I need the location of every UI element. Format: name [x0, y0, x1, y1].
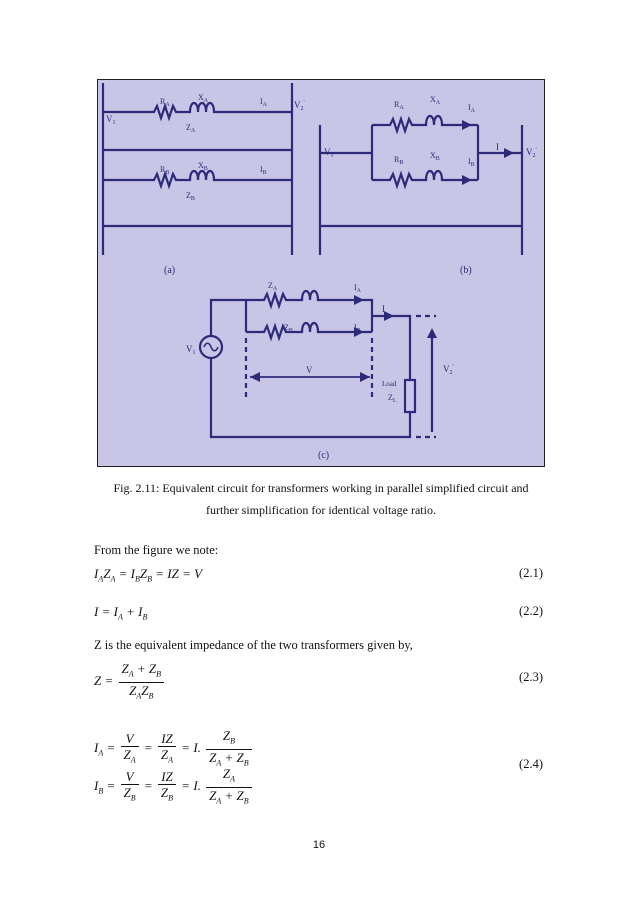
- equation-2-1: $I_AZ_A = I_BZ_B$ = IZ = V: [94, 566, 203, 584]
- c-v2-label: $V_2'$: [443, 364, 454, 376]
- c-zl-label: $Z_L$: [388, 393, 397, 404]
- figure-label-a: (a): [164, 265, 176, 276]
- equation-number-2-2: (2.2): [519, 604, 543, 618]
- circuit-figure: [97, 79, 545, 467]
- impedance-text: Z is the equivalent impedance of the two transformers given by,: [94, 638, 413, 652]
- page-number: 16: [312, 839, 326, 851]
- b-i-label: I: [496, 142, 499, 152]
- c-ib-label: $I_B$: [354, 323, 361, 334]
- b-ia-label: $I_A$: [468, 103, 476, 114]
- caption-line-1: Fig. 2.11: Equivalent circuit for transformers working in parallel simplified circuit and: [113, 481, 529, 495]
- a-rb-label: $R_B$: [160, 165, 170, 176]
- equation-number-2-3: (2.3): [519, 670, 543, 684]
- equation-2-3: Z = $\frac{Z_A + Z_B}{Z_AZ_B}$: [94, 661, 166, 703]
- a-ra-label: $R_A$: [160, 97, 170, 108]
- b-xb-label: $X_B$: [430, 151, 440, 162]
- a-za-label: $Z_A$: [186, 123, 196, 134]
- b-xa-label: $X_A$: [430, 95, 441, 106]
- figure-label-b: (b): [460, 265, 472, 276]
- a-ib-label: $I_B$: [260, 165, 267, 176]
- a-v2-label: $V_2'$: [294, 100, 305, 112]
- b-rb-label: $R_B$: [394, 155, 404, 166]
- circuit-b: [320, 95, 537, 276]
- equation-number-2-1: (2.1): [519, 566, 543, 580]
- c-ia-label: $I_A$: [354, 283, 362, 294]
- caption-line-2: further simplification for identical voltage ratio.: [206, 503, 436, 517]
- b-v2-label: $V_2'$: [526, 147, 537, 159]
- note-text: From the figure we note:: [94, 543, 219, 557]
- c-zb-label: $Z_B$: [284, 323, 293, 334]
- a-xb-label: $X_B$: [198, 161, 208, 172]
- equation-2-4a: $I_A$ = $\frac{V}{Z_A}$ = $\frac{IZ}{Z_A}$ = I. $\frac{Z_B}{Z_A + Z_B}$: [94, 728, 254, 770]
- circuit-diagram: [98, 80, 544, 466]
- figure-caption: [97, 477, 545, 521]
- equation-2-4b: $I_B$ = $\frac{V}{Z_B}$ = $\frac{IZ}{Z_B}$ = I. $\frac{Z_A}{Z_A + Z_B}$: [94, 766, 254, 808]
- equation-2-2: $I = I_A + I_B$: [94, 604, 148, 622]
- a-v1-label: $V_1$: [106, 114, 116, 126]
- equation-number-2-4: (2.4): [519, 757, 543, 771]
- c-i-label: I: [382, 304, 385, 314]
- a-zb-label: $Z_B$: [186, 191, 195, 202]
- c-load-label: Load: [382, 380, 397, 388]
- c-v1-label: $V_1$: [186, 344, 196, 356]
- c-v-label: V: [306, 365, 313, 375]
- a-xa-label: $X_A$: [198, 93, 209, 104]
- a-ia-label: $I_A$: [260, 97, 268, 108]
- figure-label-c: (c): [318, 450, 330, 461]
- circuit-c: [186, 281, 454, 461]
- c-za-label: $Z_A$: [268, 281, 278, 292]
- b-ra-label: $R_A$: [394, 100, 404, 111]
- b-v1-label: $V_1$: [324, 147, 334, 159]
- circuit-a: [103, 83, 305, 276]
- b-ib-label: $I_B$: [468, 157, 475, 168]
